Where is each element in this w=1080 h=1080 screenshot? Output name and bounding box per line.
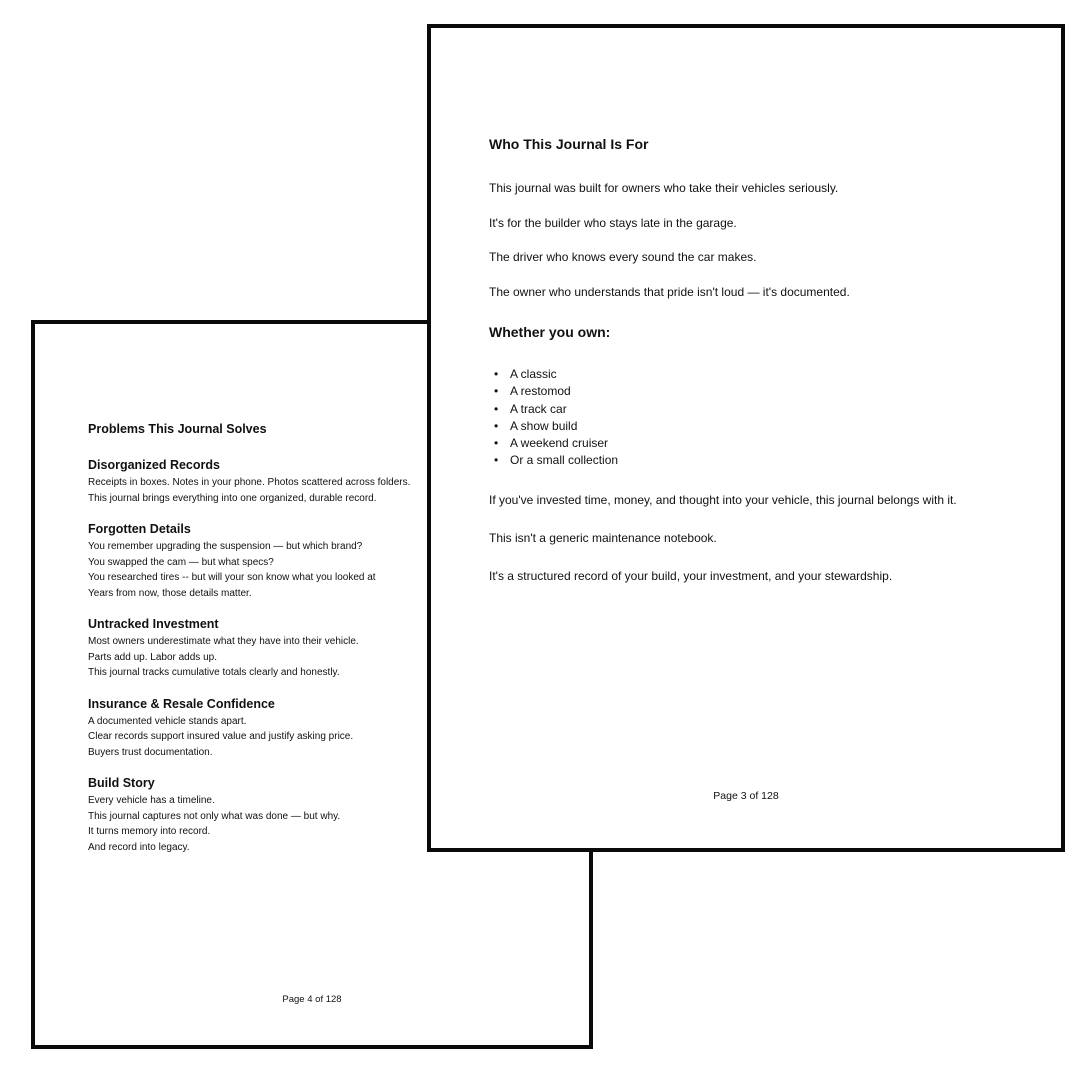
closing-paragraph: It's a structured record of your build, your investment, and your stewardship. bbox=[489, 569, 893, 583]
intro-paragraph: It's for the builder who stays late in the garage. bbox=[489, 216, 737, 230]
bullet-icon: • bbox=[494, 418, 499, 433]
list-heading: Whether you own: bbox=[489, 324, 611, 340]
section-insurance-resale bbox=[88, 697, 428, 761]
page-4-sections bbox=[88, 458, 428, 871]
section-untracked-investment bbox=[88, 617, 428, 681]
list-item: • A show build bbox=[489, 418, 618, 435]
section-line: Every vehicle has a timeline. bbox=[88, 795, 215, 806]
section-line: Parts add up. Labor adds up. bbox=[88, 651, 217, 663]
section-line: Buyers trust documentation. bbox=[88, 746, 213, 758]
page-number: Page 4 of 128 bbox=[282, 994, 342, 1005]
list-item: • A restomod bbox=[489, 383, 618, 400]
closing-paragraph: This isn't a generic maintenance notebook. bbox=[489, 531, 717, 545]
bullet-icon: • bbox=[494, 384, 499, 399]
section-line: It turns memory into record. bbox=[88, 826, 211, 837]
intro-paragraph: The owner who understands that pride isn't loud — it's documented. bbox=[489, 285, 850, 299]
section-line: A documented vehicle stands apart. bbox=[88, 715, 247, 727]
section-line: Clear records support insured value and justify asking price. bbox=[88, 731, 354, 742]
section-line: You remember upgrading the suspension — but which brand? bbox=[88, 541, 363, 552]
section-line: This journal brings everything into one organized, durable record. bbox=[88, 492, 377, 504]
section-line: This journal tracks cumulative totals clearly and honestly. bbox=[88, 667, 340, 678]
page-3 bbox=[427, 24, 1065, 852]
section-disorganized-records bbox=[88, 458, 428, 506]
section-line: You researched tires -- but will your son know what you looked at bbox=[88, 572, 376, 583]
page-4-title: Problems This Journal Solves bbox=[88, 422, 267, 436]
section-line: Receipts in boxes. Notes in your phone. Photos scattered across folders. bbox=[88, 477, 411, 488]
bullet-icon: • bbox=[494, 436, 499, 451]
intro-paragraph: This journal was built for owners who take their vehicles seriously. bbox=[489, 181, 839, 195]
page-number: Page 3 of 128 bbox=[713, 790, 779, 802]
list-item: • A classic bbox=[489, 366, 618, 383]
section-forgotten-details bbox=[88, 522, 428, 601]
list-item: • A weekend cruiser bbox=[489, 435, 618, 452]
bullet-icon: • bbox=[494, 453, 499, 468]
section-heading: Build Story bbox=[88, 776, 155, 790]
list-item: • Or a small collection bbox=[489, 452, 618, 469]
section-heading: Insurance & Resale Confidence bbox=[88, 696, 275, 711]
closing-paragraph: If you've invested time, money, and thought into your vehicle, this journal belongs with it. bbox=[489, 493, 957, 507]
section-line: You swapped the cam — but what specs? bbox=[88, 556, 274, 568]
bullet-icon: • bbox=[494, 401, 499, 416]
vehicle-type-list bbox=[489, 366, 618, 470]
section-heading: Untracked Investment bbox=[88, 617, 219, 631]
page-3-title: Who This Journal Is For bbox=[489, 136, 649, 152]
section-line: This journal captures not only what was done — but why. bbox=[88, 810, 341, 822]
bullet-icon: • bbox=[494, 367, 499, 381]
list-item: • A track car bbox=[489, 401, 618, 418]
intro-paragraph: The driver who knows every sound the car makes. bbox=[489, 250, 757, 264]
section-line: Most owners underestimate what they have into their vehicle. bbox=[88, 636, 359, 647]
section-heading: Disorganized Records bbox=[88, 458, 220, 472]
section-line: And record into legacy. bbox=[88, 841, 190, 853]
section-build-story bbox=[88, 776, 428, 855]
section-heading: Forgotten Details bbox=[88, 522, 191, 536]
section-line: Years from now, those details matter. bbox=[88, 587, 252, 599]
